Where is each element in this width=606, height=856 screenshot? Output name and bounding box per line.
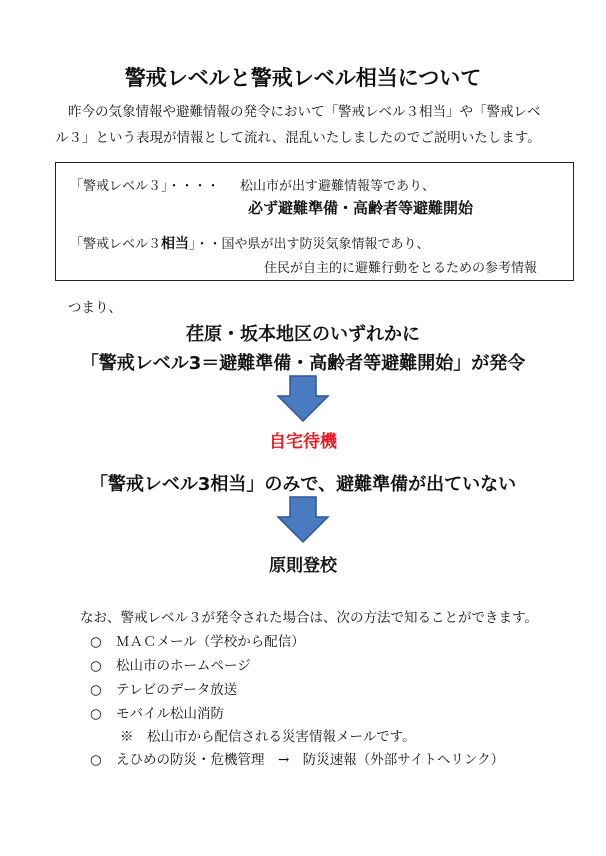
bullet-icon: ○ bbox=[90, 634, 102, 650]
method-item bbox=[90, 630, 305, 650]
down-arrow-icon bbox=[276, 375, 330, 423]
result-stay-home: 自宅待機 bbox=[269, 432, 337, 452]
method-item-label: ＭＡＣメール（学校から配信） bbox=[116, 634, 305, 650]
intro-paragraph bbox=[55, 99, 575, 151]
result-attend-school: 原則登校 bbox=[269, 556, 337, 576]
method-item-label: モバイル松山消防 bbox=[116, 706, 224, 722]
case2-text: 「警戒レベル3相当」のみで、避難準備が出ていない bbox=[89, 474, 517, 495]
level3-equiv-term bbox=[70, 233, 430, 253]
method-item-label: 松山市のホームページ bbox=[116, 658, 251, 674]
method-item bbox=[90, 748, 504, 768]
level3-desc: 松山市が出す避難情報等であり、 bbox=[240, 179, 436, 194]
method-item-label: えひめの防災・危機管理 → 防災速報（外部サイトへリンク） bbox=[116, 752, 505, 768]
case1-line1: 荏原・坂本地区のいずれかに bbox=[186, 324, 420, 345]
level3-equiv-prefix: 「警戒レベル３ bbox=[70, 237, 162, 252]
bullet-icon: ○ bbox=[90, 706, 102, 722]
method-item-label: テレビのデータ放送 bbox=[116, 682, 238, 698]
level3-equiv-desc: 住民が自主的に避難行動をとるための参考情報 bbox=[264, 261, 538, 276]
method-item bbox=[90, 654, 251, 674]
level3-term: 「警戒レベル３」・・・・ bbox=[70, 179, 220, 194]
tsumari-text: つまり、 bbox=[68, 300, 122, 316]
case1-line2: 「警戒レベル3＝避難準備・高齢者等避難開始」が発令 bbox=[80, 353, 526, 374]
intro-line-1: 昨今の気象情報や避難情報の発令において「警戒レベル３相当」や「警戒レベ bbox=[68, 104, 541, 120]
bullet-icon: ○ bbox=[90, 682, 102, 698]
down-arrow-icon bbox=[276, 496, 330, 544]
method-item bbox=[90, 678, 237, 698]
bullet-icon: ○ bbox=[90, 658, 102, 674]
method-note: ※ 松山市から配信される災害情報メールです。 bbox=[120, 729, 416, 745]
methods-intro: なお、警戒レベル３が発令された場合は、次の方法で知ることができます。 bbox=[80, 610, 538, 626]
page-title: 警戒レベルと警戒レベル相当について bbox=[124, 66, 482, 90]
level3-equiv-bold: 相当 bbox=[161, 236, 190, 252]
method-item bbox=[90, 702, 224, 722]
bullet-icon: ○ bbox=[90, 752, 102, 768]
level3-equiv-suffix: 」・・国や県が出す防災気象情報であり、 bbox=[189, 237, 430, 252]
definition-box bbox=[55, 162, 574, 281]
intro-line-2: ル３」という表現が情報として流れ、混乱いたしましたのでご説明いたします。 bbox=[55, 130, 541, 146]
level3-emphasis: 必ず避難準備・高齢者等避難開始 bbox=[248, 199, 474, 217]
